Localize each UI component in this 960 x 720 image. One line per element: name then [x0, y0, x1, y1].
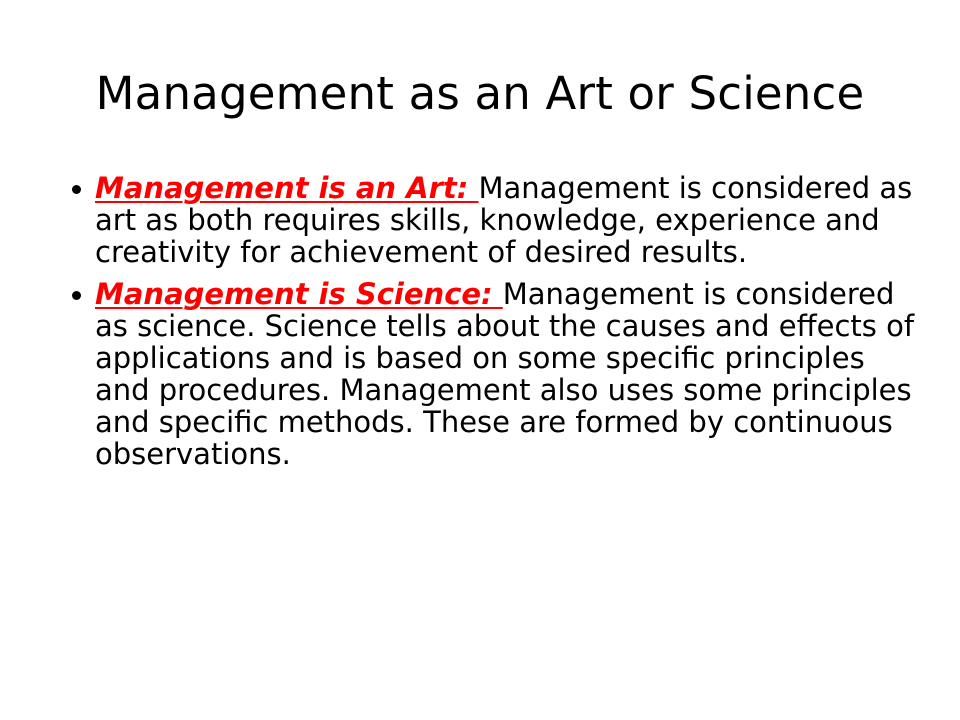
bullet-term-art: Management is an Art:: [95, 171, 479, 205]
bullet-dot-icon: [72, 185, 81, 194]
bullet-text-science: Management is considered as science. Science tells about the causes and effects of applications and is based on some specific principles and procedures. Management also uses some principles and specific methods. These are formed by continuous observations.: [95, 277, 915, 471]
slide-title: Management as an Art or Science: [95, 67, 865, 120]
bullet-term-science: Management is Science:: [95, 277, 503, 311]
bullet-list: [72, 172, 922, 480]
bullet-dot-icon: [72, 291, 81, 300]
bullet-item-art: [72, 172, 922, 268]
bullet-item-science: [72, 278, 922, 470]
bullet-text-art: Management is considered as art as both requires skills, knowledge, experience and creativity for achievement of desired results.: [95, 171, 913, 269]
